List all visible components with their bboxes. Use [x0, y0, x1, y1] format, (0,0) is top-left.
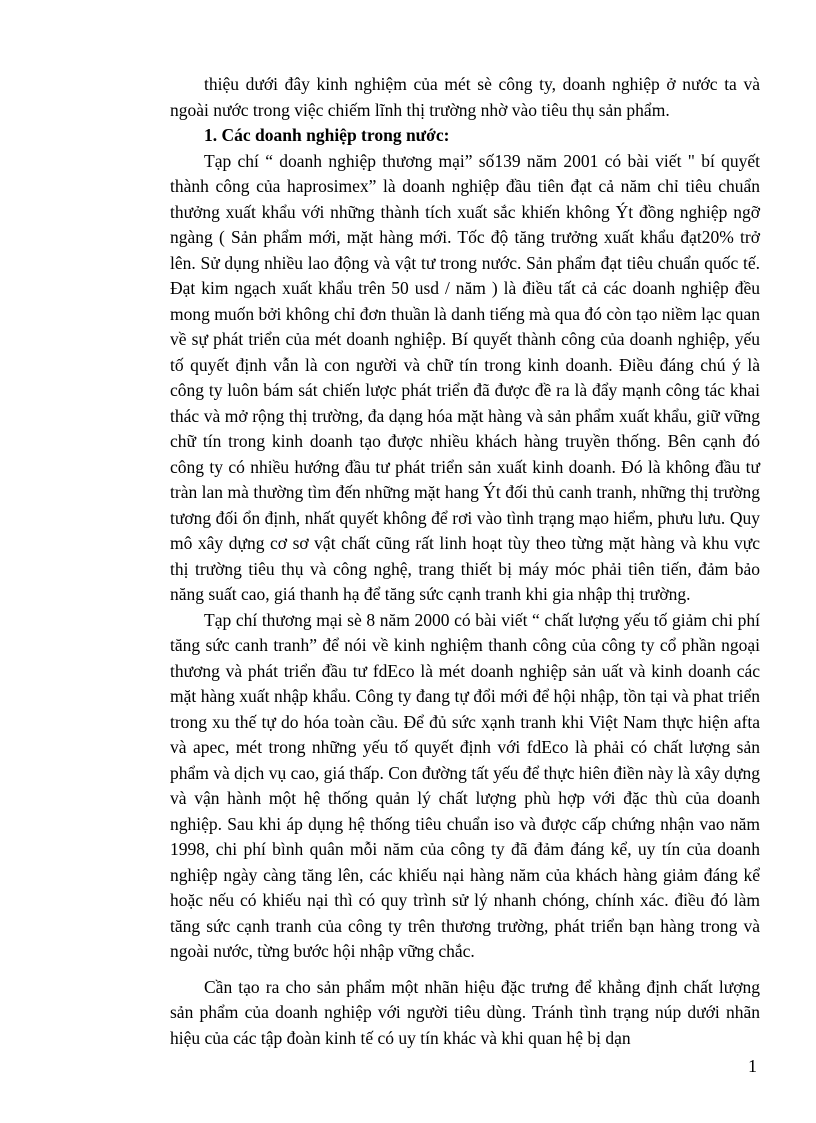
page-number: 1 — [748, 1056, 757, 1076]
paragraph-fdeco: Tạp chí thương mại sè 8 năm 2000 có bài viết “ chất lượng yếu tố giảm chi phí tăng sức canh tranh” để nói về kinh nghiệm thanh công của công ty cổ phần ngoại thương và phát triển đầu tư fdEco là mét doanh nghiệp sản uất và kinh doanh các mặt hàng xuất nhập khẩu. Công ty đang tự đổi mới để hội nhập, tồn tại và phat triển trong xu thế tự do hóa toàn cầu. Để đủ sức xạnh tranh khi Việt Nam thực hiện afta và apec, mét trong những yếu tố quyết định với fdEco là phải có chất lượng sản phẩm và dịch vụ cao, giá thấp. Con đường tất yếu để thực hiên điền này là xây dựng và vận hành một hệ thống quản lý chất lượng phù hợp với đặc thù của doanh nghiệp. Sau khi áp dụng hệ thống tiêu chuẩn iso và được cấp chứng nhận vao năm 1998, chi phí bình quân mỗi năm của công ty đã đảm đáng kể, uy tín của doanh nghiệp ngày càng tăng lên, các khiếu nại hàng năm của khách hàng giảm đáng kể hoặc nếu có khiếu nại thì có quy trình sử lý nhanh chóng, chính xác. điều đó làm tăng sức cạnh tranh của công ty trên thương trường, phát triển bạn hàng trong và ngoài nước, từng bước hội nhập vững chắc. — [170, 609, 760, 961]
body-text — [170, 72, 760, 1051]
paragraph-haprosimex: Tạp chí “ doanh nghiệp thương mại” số139 năm 2001 có bài viết " bí quyết thành công của haprosimex” là doanh nghiệp đầu tiên đạt cả năm chỉ tiêu chuẩn thưởng xuất khẩu với những thành tích xuất sắc khiến không Ýt đồng nghiệp ngỡ ngàng ( Sản phẩm mới, mặt hàng mới. Tốc độ tăng trưởng xuất khẩu đạt20% trở lên. Sử dụng nhiều lao động và vật tư trong nước. Sản phẩm đạt tiêu chuẩn quốc tế. Đạt kim ngạch xuất khẩu trên 50 usd / năm ) là điều tất cả các doanh nghiệp đều mong muốn bởi không chỉ đơn thuần là danh tiếng mà qua đó còn tạo niềm lạc quan về sự phát triển của mét doanh nghiệp. Bí quyết thành công của doanh nghiệp, yếu tố quyết định vẫn là con người và chữ tín trong kinh doanh. Điều đáng chú ý là công ty luôn bám sát chiến lược phát triển đã được đề ra là đẩy mạnh công tác khai thác và mở rộng thị trường, đa dạng hóa mặt hàng và sản phẩm xuất khẩu, giữ vững chữ tín trong kinh doanh tạo được nhiều khách hàng truyền thống. Bên cạnh đó công ty có nhiều hướng đầu tư phát triển sản xuất kinh doanh. Đó là không đầu tư tràn lan mà thường tìm đến những mặt hang Ýt đối thủ canh tranh, những thị trường tương đối ổn định, nhất quyết không để rơi vào tình trạng mạo hiểm, phưu lưu. Quy mô xây dựng cơ sơ vật chất cũng rất linh hoạt tùy theo từng mặt hàng và khu vực thị trường tiêu thụ và công nghệ, trang thiết bị máy móc phải tiên tiến, đảm bảo năng suất cao, giá thanh hạ để tăng sức cạnh tranh khi gia nhập thị trường. — [170, 150, 760, 604]
paragraph-intro-continuation: thiệu dưới đây kinh nghiệm của mét sè công ty, doanh nghiệp ở nước ta và ngoài nước trong việc chiếm lĩnh thị trường nhờ vào tiêu thụ sản phẩm. — [170, 74, 760, 120]
paragraph-brand: Cần tạo ra cho sản phẩm một nhãn hiệu đặc trưng để khẳng định chất lượng sản phẩm của doanh nghiệp với người tiêu dùng. Tránh tình trạng núp dưới nhãn hiệu của các tập đoàn kinh tế có uy tín khác và khi quan hệ bị dạn — [170, 976, 760, 1048]
section-heading: 1. Các doanh nghiệp trong nước: — [204, 125, 450, 145]
